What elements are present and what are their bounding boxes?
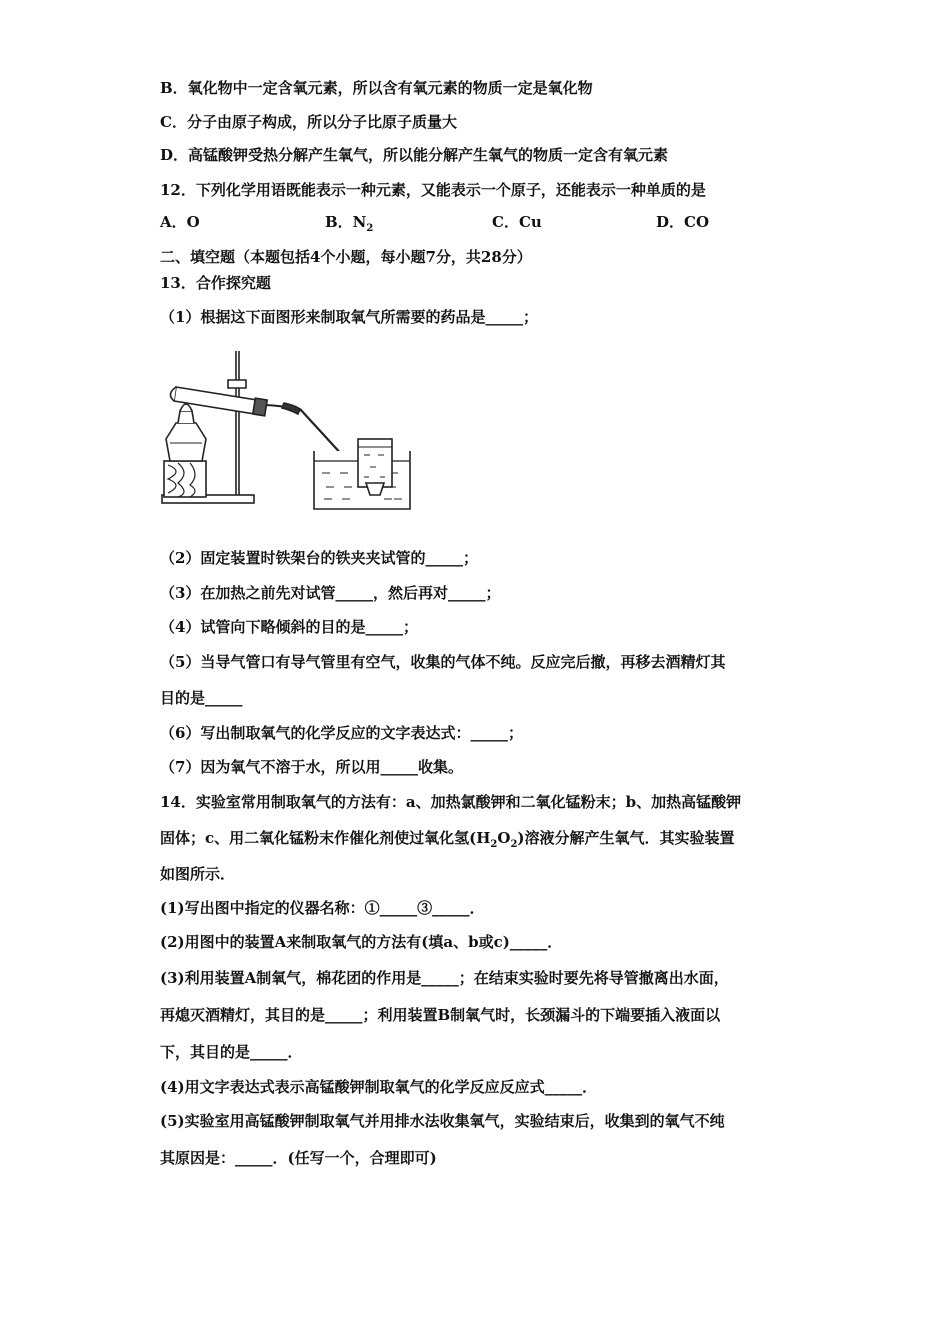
question-14-part-4: (4)用文字表达式表示高锰酸钾制取氧气的化学反应反应式_____． [160, 1078, 598, 1096]
question-11-option-c: C．分子由原子构成，所以分子比原子质量大 [160, 113, 457, 131]
section-2-heading: 二、填空题（本题包括4个小题，每小题7分，共28分） [160, 248, 532, 266]
question-13-title: 13．合作探究题 [160, 274, 271, 292]
option-c: C．Cu [492, 213, 542, 231]
question-13-part-3: （3）在加热之前先对试管_____，然后再对_____； [160, 584, 501, 602]
question-14-part-3-line-3: 下，其目的是_____． [160, 1043, 303, 1061]
question-14-stem-line-2: 固体；c、用二氧化锰粉末作催化剂使过氧化氢$(H_2O_2)$溶液分解产生氧气．其实验装置 [160, 829, 735, 850]
question-14-part-5-line-1: (5)实验室用高锰酸钾制取氧气并用排水法收集氧气，实验结束后，收集到的氧气不纯 [160, 1112, 725, 1130]
question-13-part-5-line-1: （5）当导气管口有导气管里有空气，收集的气体不纯。反应完后撤，再移去酒精灯其 [160, 653, 726, 671]
option-d: D．CO [656, 213, 710, 231]
question-13-part-6: （6）写出制取氧气的化学反应的文字表达式：_____； [160, 724, 523, 742]
question-14-part-3-line-1: (3)利用装置A制氧气，棉花团的作用是_____；在结束实验时要先将导管撤离出水面， [160, 969, 729, 987]
question-12-stem: 12．下列化学用语既能表示一种元素，又能表示一个原子，还能表示一种单质的是 [160, 181, 706, 199]
question-11-option-b: B．氧化物中一定含氧元素，所以含有氧元素的物质一定是氧化物 [160, 79, 593, 97]
question-14-part-5-line-2: 其原因是：_____．(任写一个，合理即可) [160, 1149, 437, 1167]
option-b: B．$N_2$ [325, 213, 374, 234]
question-13-part-5-line-2: 目的是_____ [160, 689, 243, 707]
question-14-stem-line-3: 如图所示． [160, 865, 236, 883]
question-11-option-d: D．高锰酸钾受热分解产生氧气，所以能分解产生氧气的物质一定含有氧元素 [160, 146, 669, 164]
question-13-part-4: （4）试管向下略倾斜的目的是_____； [160, 618, 418, 636]
question-12-options [160, 212, 760, 232]
question-13-part-7: （7）因为氧气不溶于水，所以用_____收集。 [160, 758, 463, 776]
oxygen-preparation-apparatus [158, 343, 418, 513]
question-14-part-1: (1)写出图中指定的仪器名称：①_____③_____． [160, 899, 485, 917]
question-14-stem-line-1: 14．实验室常用制取氧气的方法有：a、加热氯酸钾和二氧化锰粉末；b、加热高锰酸钾 [160, 793, 742, 811]
question-13-part-2: （2）固定装置时铁架台的铁夹夹试管的_____； [160, 549, 478, 567]
question-14-part-3-line-2: 再熄灭酒精灯，其目的是_____；利用装置B制氧气时，长颈漏斗的下端要插入液面以 [160, 1006, 721, 1024]
question-13-part-1: （1）根据这下面图形来制取氧气所需要的药品是_____； [160, 308, 538, 326]
option-a: A．O [160, 213, 200, 231]
question-14-part-2: (2)用图中的装置A来制取氧气的方法有(填a、b或c)_____． [160, 933, 563, 951]
